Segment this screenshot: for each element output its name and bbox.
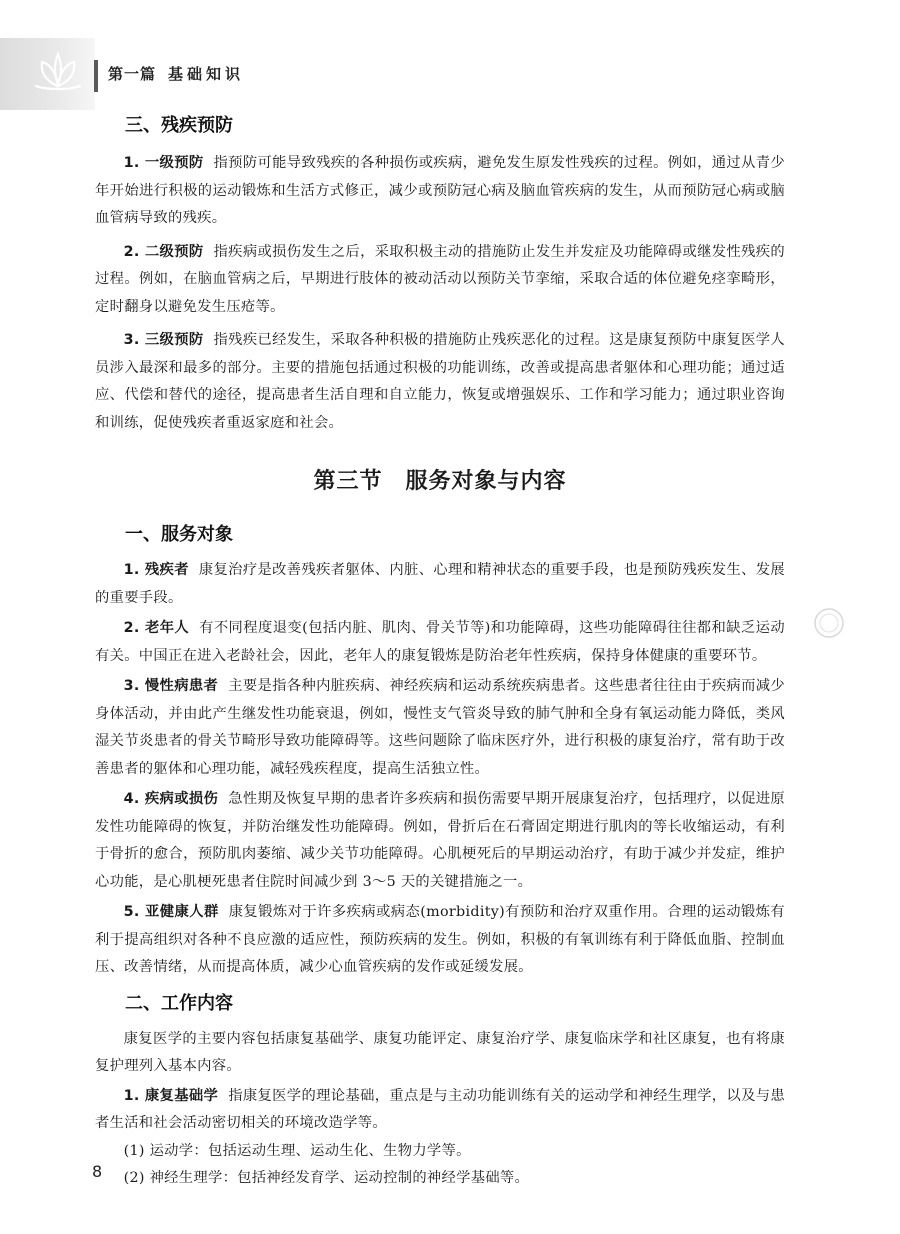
item-text: 有不同程度退变(包括内脏、肌肉、骨关节等)和功能障碍，这些功能障碍往往都和缺乏运动有关。中国正在进入老龄社会，因此，老年人的康复锻炼是防治老年性疾病，保持身体健康的重要环节。 [95, 620, 785, 664]
item-text: 主要是指各种内脏疾病、神经疾病和运动系统疾病患者。这些患者往往由于疾病而减少身体活动，并由此产生继发性功能衰退，例如，慢性支气管炎导致的肺气肿和全身有氧运动能力降低，类风湿关节炎患者的骨关节畸形导致功能障碍等。这些问题除了临床医疗外，进行积极的康复治疗，常有助于改善患者的躯体和心理功能，减轻残疾程度，提高生活独立性。 [95, 678, 785, 777]
stamp-watermark-icon [812, 606, 846, 640]
item-text: 急性期及恢复早期的患者许多疾病和损伤需要早期开展康复治疗，包括理疗，以促进原发性功能障碍的恢复，并防治继发性功能障碍。例如，骨折后在石膏固定期进行肌肉的等长收缩运动，有利于骨折的愈合，预防肌肉萎缩、减少关节功能障碍。心肌梗死后的早期运动治疗，有助于减少并发症，维护心功能，是心肌梗死患者住院时间减少到 3～5 天的关键措施之一。 [95, 791, 785, 890]
running-header [108, 63, 244, 84]
target-item-3 [95, 673, 785, 783]
target-item-5 [95, 899, 785, 982]
header-part: 第一篇 [108, 65, 157, 83]
target-item-2 [95, 615, 785, 670]
header-title: 基础知识 [168, 65, 245, 83]
term: 3. 三级预防 [123, 332, 204, 348]
term: 3. 慢性病患者 [123, 678, 219, 694]
content-intro: 康复医学的主要内容包括康复基础学、康复功能评定、康复治疗学、康复临床学和社区康复，也有将康复护理列入基本内容。 [95, 1030, 785, 1074]
page-header [0, 38, 900, 110]
item-text: 康复治疗是改善残疾者躯体、内脏、心理和精神状态的重要手段，也是预防残疾发生、发展的重要手段。 [95, 562, 785, 606]
item-text: 指疾病或损伤发生之后，采取积极主动的措施防止发生并发症及功能障碍或继发性残疾的过程。例如，在脑血管病之后，早期进行肢体的被动活动以预防关节挛缩，采取合适的体位避免痉挛畸形，定时翻身以避免发生压疮等。 [95, 243, 785, 315]
term: 1. 康复基础学 [123, 1087, 219, 1104]
section-heading-targets: 一、服务对象 [125, 524, 233, 545]
prevention-item-3 [95, 327, 785, 437]
prevention-item-1 [95, 150, 785, 233]
term: 5. 亚健康人群 [123, 904, 219, 920]
term: 2. 老年人 [123, 620, 190, 636]
item-text: 指残疾已经发生，采取各种积极的措施防止残疾恶化的过程。这是康复预防中康复医学人员涉入最深和最多的部分。主要的措施包括通过积极的功能训练，改善或提高患者躯体和心理功能；通过适应、代偿和替代的途径，提高患者生活自理和自立能力，恢复或增强娱乐、工作和学习能力；通过职业咨询和训练，促使残疾者重返家庭和社会。 [95, 332, 785, 431]
content-subitem-1: (1) 运动学：包括运动生理、运动生化、生物力学等。 [123, 1142, 471, 1159]
page-number: 8 [92, 1162, 103, 1181]
item-text: 指预防可能导致残疾的各种损伤或疾病，避免发生原发性残疾的过程。例如，通过从青少年开始进行积极的运动锻炼和生活方式修正，减少或预防冠心病及脑血管疾病的发生，从而预防冠心病或脑血管病导致的残疾。 [95, 155, 785, 226]
term: 1. 一级预防 [123, 155, 204, 171]
item-text: 康复锻炼对于许多疾病或病态(morbidity)有预防和治疗双重作用。合理的运动锻炼有利于提高组织对各种不良应激的适应性，预防疾病的发生。例如，积极的有氧训练有利于降低血脂、控制血压、改善情绪，从而提高体质，减少心血管疾病的发作或延缓发展。 [95, 904, 785, 975]
lotus-logo-icon [30, 46, 86, 94]
prevention-item-2 [95, 239, 785, 322]
term: 2. 二级预防 [123, 243, 204, 260]
content-subitem-2: (2) 神经生理学：包括神经发育学、运动控制的神经学基础等。 [123, 1170, 530, 1186]
page-body [95, 112, 785, 1193]
header-divider-bar [94, 60, 98, 92]
chapter-title: 第三节 服务对象与内容 [313, 469, 567, 494]
section-heading-content: 二、工作内容 [125, 992, 233, 1014]
target-item-1 [95, 557, 785, 612]
content-item-1 [95, 1083, 785, 1138]
section-heading-prevention: 三、残疾预防 [125, 115, 233, 136]
item-text: 指康复医学的理论基础，重点是与主动功能训练有关的运动学和神经生理学，以及与患者生活和社会活动密切相关的环境改造学等。 [95, 1087, 785, 1131]
term: 1. 残疾者 [123, 562, 189, 578]
target-item-4 [95, 786, 785, 896]
term: 4. 疾病或损伤 [123, 791, 219, 807]
